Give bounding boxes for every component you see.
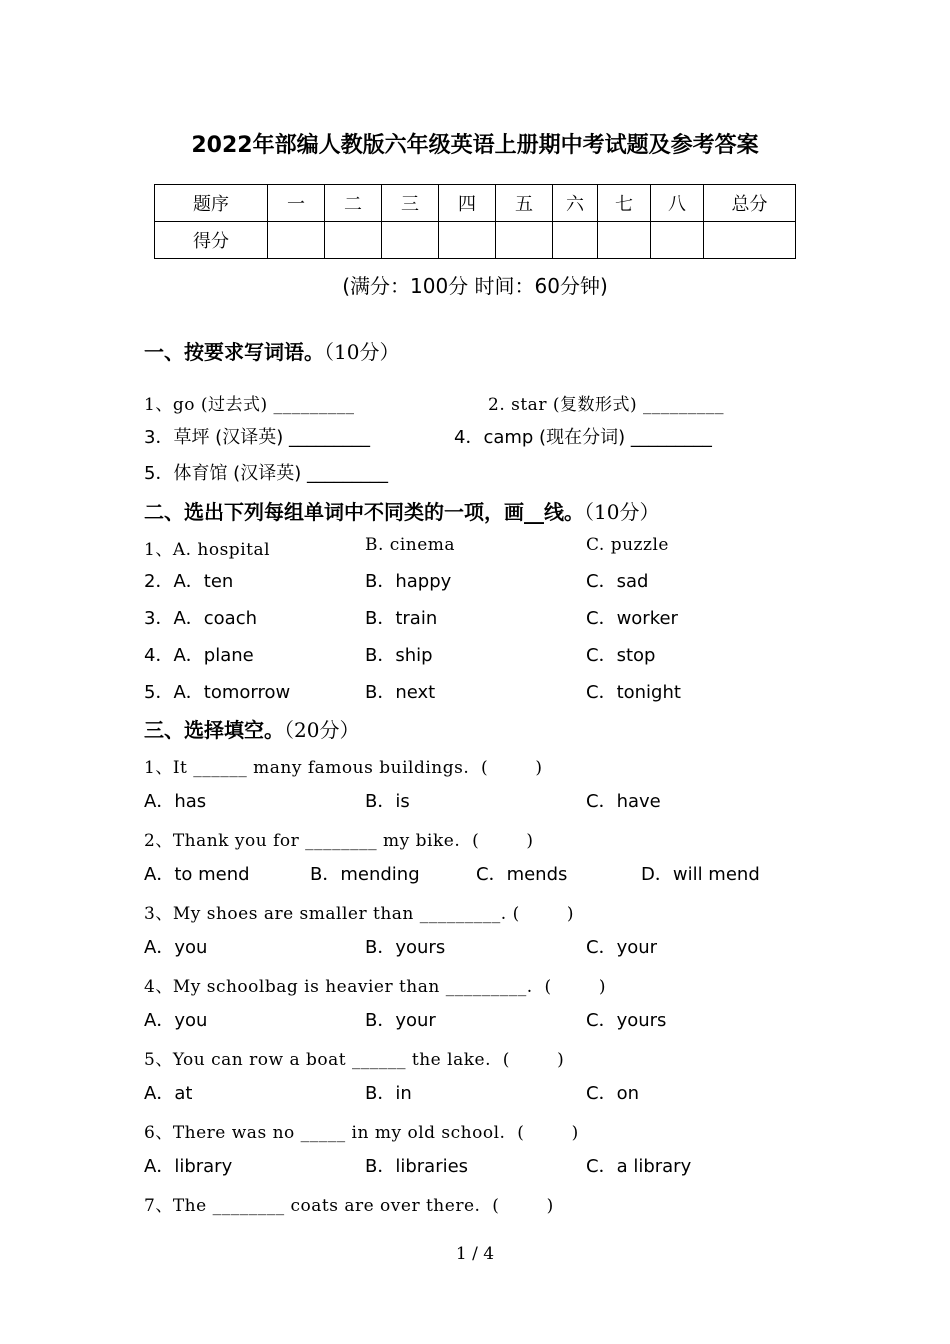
option-text: C．stop: [586, 645, 656, 666]
score-cell: 八: [651, 185, 704, 222]
exam-info: (满分：100分 时间：60分钟): [342, 274, 608, 298]
option-text: 1、A. hospital: [144, 540, 271, 560]
section-heading-text: 三、选择填空。: [144, 718, 284, 742]
section-points: （20分）: [284, 718, 360, 742]
question-text: 2. star (复数形式) _________: [488, 395, 725, 415]
option-text: A．at: [144, 1083, 193, 1104]
option-text: C．have: [586, 791, 661, 812]
option-text: B．your: [365, 1010, 436, 1031]
option-text: B．mending: [310, 864, 420, 885]
document-title: 2022年部编人教版六年级英语上册期中考试题及参考答案: [191, 133, 759, 158]
option-text: C. puzzle: [586, 535, 669, 555]
section-heading: [144, 714, 359, 743]
score-cell[interactable]: [704, 222, 796, 259]
question-text: 3．草坪 (汉译英) _________: [144, 427, 370, 448]
score-cell: 总分: [704, 185, 796, 222]
score-cell[interactable]: [382, 222, 439, 259]
option-text: B．yours: [365, 937, 446, 958]
section-heading: [144, 496, 659, 525]
score-cell[interactable]: [651, 222, 704, 259]
question-stem: 4、My schoolbag is heavier than _________. ( ): [144, 977, 606, 997]
option-text: C．your: [586, 937, 658, 958]
question-stem: 6、There was no _____ in my old school. ( ): [144, 1123, 579, 1143]
score-cell: 六: [553, 185, 598, 222]
section-points: （10分）: [324, 340, 400, 364]
score-cell: 一: [268, 185, 325, 222]
option-text: B. cinema: [365, 535, 456, 555]
option-text: 3．A．coach: [144, 608, 258, 629]
score-cell: 二: [325, 185, 382, 222]
option-text: C．sad: [586, 571, 649, 592]
question-text: 1、go (过去式) _________: [144, 395, 355, 415]
question-stem: 5、You can row a boat ______ the lake. ( ): [144, 1050, 565, 1070]
score-table: [154, 184, 796, 259]
option-text: B．ship: [365, 645, 433, 666]
option-text: A．library: [144, 1156, 233, 1177]
option-text: A．to mend: [144, 864, 250, 885]
section-heading: [144, 336, 399, 365]
question-stem: 7、The ________ coats are over there. ( ): [144, 1196, 554, 1216]
option-text: C．a library: [586, 1156, 692, 1177]
section-points: （10分）: [584, 500, 660, 524]
option-text: A．you: [144, 1010, 208, 1031]
option-text: C．on: [586, 1083, 639, 1104]
option-text: A．you: [144, 937, 208, 958]
option-text: B．is: [365, 791, 410, 812]
question-stem: 2、Thank you for ________ my bike. ( ): [144, 831, 534, 851]
section-heading-text: 二、选出下列每组单词中不同类的一项，画__线。: [144, 500, 584, 524]
score-cell: 得分: [155, 222, 268, 259]
option-text: C．tonight: [586, 682, 681, 703]
score-cell: 三: [382, 185, 439, 222]
score-cell: 五: [496, 185, 553, 222]
score-cell[interactable]: [496, 222, 553, 259]
option-text: A．has: [144, 791, 207, 812]
option-text: 2．A．ten: [144, 571, 234, 592]
score-cell[interactable]: [325, 222, 382, 259]
score-cell[interactable]: [553, 222, 598, 259]
question-stem: 3、My shoes are smaller than _________. ( ): [144, 904, 575, 924]
option-text: C．yours: [586, 1010, 667, 1031]
option-text: B．train: [365, 608, 438, 629]
option-text: B．happy: [365, 571, 452, 592]
option-text: 5．A．tomorrow: [144, 682, 291, 703]
question-text: 5．体育馆 (汉译英) _________: [144, 463, 388, 484]
score-cell: 四: [439, 185, 496, 222]
option-text: B．next: [365, 682, 436, 703]
score-table-score-row: [155, 222, 796, 259]
score-cell[interactable]: [439, 222, 496, 259]
score-cell[interactable]: [268, 222, 325, 259]
option-text: B．libraries: [365, 1156, 469, 1177]
page-number: 1 / 4: [455, 1244, 495, 1264]
score-table-header-row: [155, 185, 796, 222]
option-text: B．in: [365, 1083, 412, 1104]
score-cell: 题序: [155, 185, 268, 222]
section-heading-text: 一、按要求写词语。: [144, 340, 324, 364]
option-text: 4．A．plane: [144, 645, 254, 666]
option-text: C．mends: [476, 864, 568, 885]
score-cell: 七: [598, 185, 651, 222]
score-cell[interactable]: [598, 222, 651, 259]
option-text: C．worker: [586, 608, 678, 629]
question-stem: 1、It ______ many famous buildings. ( ): [144, 758, 543, 778]
question-text: 4．camp (现在分词) _________: [454, 427, 712, 448]
option-text: D．will mend: [641, 864, 760, 885]
